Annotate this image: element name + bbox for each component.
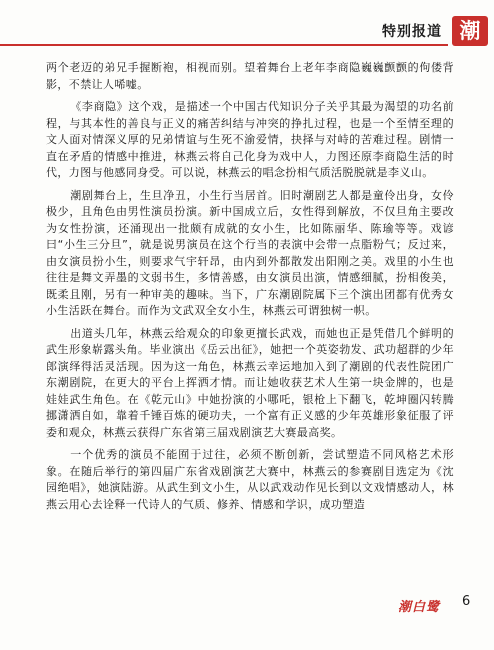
page-number: 6 — [462, 594, 471, 609]
header-rule — [0, 44, 448, 46]
article-body — [46, 60, 454, 513]
article-paragraph: 《李商隐》这个戏，是描述一个中国古代知识分子关乎其最为渴望的功名前程，与其本性的善良与正义的痛苦纠结与冲突的挣扎过程，也是一个至情至理的文人面对情深义厚的兄弟情谊与生死不渝爱情，抉择与对峙的苦难过程。剧情一直在矛盾的情感中推进，林燕云将自己化身为戏中人，力图还原李商隐生活的时代，力图与他感同身受。可以说，林燕云的唱念扮相气质活脱脱就是李义山。 — [46, 100, 454, 179]
header-seal-logo: 潮 — [452, 16, 488, 46]
article-paragraph: 潮剧舞台上，生旦净丑，小生行当居首。旧时潮剧艺人都是童伶出身，女伶极少，且角色由男性演员扮演。新中国成立后，女性得到解放，不仅旦角主要改为女性扮演，还涌现出一批颇有成就的女小生，比如陈丽华、陈瑜等等。戏谚曰“小生三分旦”，就是说男演员在这个行当的表演中会带一点脂粉气；反过来，由女演员扮小生，则要求气宇轩昂，由内到外都散发出阳刚之美。戏里的小生也往往是舞文弄墨的文弱书生，多情善感，由女演员出演，情感细腻，扮相俊美，既柔且刚，另有一种审美的趣味。当下，广东潮剧院属下三个演出团都有优秀女小生活跃在舞台。而作为文武双全女小生，林燕云可谓独树一帜。 — [46, 188, 454, 317]
article-paragraph: 两个老迈的弟兄手握断袍，相视而别。望着舞台上老年李商隐巍巍颤颤的佝偻背影，不禁让人唏嘘。 — [46, 61, 454, 91]
footer-magazine-logo: 潮白鹭 — [398, 600, 441, 615]
article-paragraph: 出道头几年，林燕云给观众的印象更擅长武戏，而她也正是凭借几个鲜明的武生形象崭露头角。毕业演出《岳云出征》，她把一个英姿勃发、武功超群的少年郎演绎得活灵活现。因为这一角色，林燕云幸运地加入到了潮剧的代表性院团广东潮剧院，在更大的平台上挥洒才情。而让她收获艺术人生第一块金牌的，也是娃娃武生角色。在《乾元山》中她扮演的小哪吒，银枪上下翻飞，乾坤圈闪转腾挪潇洒自如，靠着千锤百炼的硬功夫，一个富有正义感的少年英雄形象征服了评委和观众，林燕云获得广东省第三届戏剧演艺大赛最高奖。 — [46, 326, 454, 439]
section-title: 特别报道 — [382, 24, 442, 40]
article-paragraph: 一个优秀的演员不能囿于过往，必须不断创新，尝试塑造不同风格艺术形象。在随后举行的第四届广东省戏剧演艺大赛中，林燕云的参赛剧目选定为《沈园绝唱》，她演陆游。从武生到文小生，从以武戏动作见长到以文戏情感动人，林燕云用心去诠释一代诗人的气质、修养、情感和学识，成功塑造 — [46, 448, 454, 511]
